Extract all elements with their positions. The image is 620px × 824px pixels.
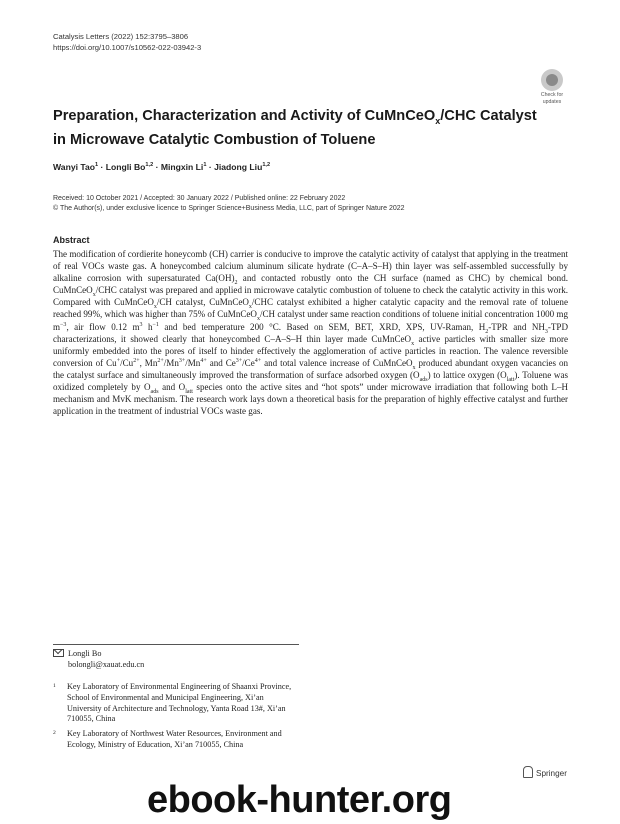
springer-horse-icon — [523, 766, 533, 778]
title-part-2: /CHC Catalyst in Microwave Catalytic Combustion of Toluene — [53, 108, 537, 148]
abstract-text-run: and Ce — [206, 357, 236, 368]
abstract-text-run: 3 — [544, 328, 548, 335]
author-name[interactable]: Jiadong Liu — [214, 162, 263, 172]
abstract-text-run: /Mn — [185, 357, 201, 368]
paper-title — [53, 107, 553, 150]
author-separator: · — [98, 162, 106, 172]
author-list — [53, 162, 270, 172]
affiliation-number: 1 — [53, 683, 56, 689]
abstract-text-run: x — [256, 316, 260, 323]
abstract-text-run: latt — [185, 388, 193, 395]
abstract-text-run: ads — [419, 376, 428, 383]
abstract-text-run: 2 — [234, 279, 238, 286]
publication-history — [53, 194, 405, 214]
abstract-text-run: x — [411, 340, 415, 347]
corresponding-author-name: Longli Bo — [68, 649, 102, 658]
abstract-text-run: active particles with smaller size more uniformly embedded into the pores of itself to hinder effectively the agglomeration of active particles in reaction. The valence reversible conversion of Cu — [53, 333, 569, 368]
abstract-text-run: latt — [506, 376, 515, 383]
doi-link[interactable]: https://doi.org/10.1007/s10562-022-03942-3 — [53, 43, 202, 52]
abstract-text-run: , air flow 0.12 m — [66, 321, 140, 332]
abstract-text-run: x — [92, 292, 96, 299]
abstract-text-run: /CHC catalyst was prepared and applied in microwave catalytic combustion of toluene to check the catalytic activity in this work. Compared with CuMnCeO — [53, 285, 568, 308]
affiliation-text: Key Laboratory of Northwest Water Resources, Environment and Ecology, Ministry of Education, Xi’an 710055, China — [67, 729, 282, 749]
publisher-name: Springer — [536, 769, 567, 778]
abstract-heading: Abstract — [53, 235, 90, 245]
abstract-text-run: /Ce — [242, 357, 255, 368]
abstract-text-run: /Cu — [120, 357, 134, 368]
abstract-text-run: 2+ — [157, 357, 164, 364]
abstract-text-run: The modification of cordierite honeycomb (CH) carrier is conducive to improve the catalytic activity of catalyst that applying in the treatment of real VOCs waste gas. A honeycombed calcium aluminum silicate hydrate (C–A–S–H) thin layer was self-assembled successfully by alkaline corrosion with supersaturated Ca(OH) — [53, 249, 568, 284]
title-part-1: Preparation, Characterization and Activity of CuMnCeO — [53, 108, 436, 124]
abstract-text-run: -TPR and NH — [488, 321, 545, 332]
envelope-icon — [53, 649, 64, 657]
copyright-line: © The Author(s), under exclusive licence to Springer Science+Business Media, LLC, part of Springer Nature 2022 — [53, 205, 405, 212]
author-separator: · — [206, 162, 215, 172]
abstract-text-run: 4+ — [200, 357, 207, 364]
abstract-text-run: h — [142, 321, 153, 332]
author-name[interactable]: Wanyi Tao — [53, 162, 96, 172]
abstract-text-run: /CH catalyst, CuMnCeO — [156, 297, 249, 308]
abstract-text-run: /CHC catalyst exhibited a higher catalytic capacity and the removal rate of toluene reached 99%, which was higher than 75% of CuMnCeO — [53, 297, 568, 320]
title-subscript: x — [435, 115, 441, 126]
author-affiliation: 1,2 — [145, 162, 154, 169]
author-affiliation: 1 — [95, 162, 99, 169]
abstract-text-run: 2 — [485, 328, 489, 335]
publisher-logo — [523, 766, 567, 778]
abstract-text-run: 3+ — [178, 357, 186, 364]
author-affiliation: 1,2 — [262, 162, 271, 169]
abstract-text-run: /CH catalyst under same reaction conditions of toluene initial concentration 1000 mg m — [53, 309, 568, 332]
journal-header — [53, 31, 201, 53]
watermark: ebook-hunter.org — [147, 779, 452, 821]
abstract-text-run: and bed temperature 200 °C. Based on SEM, BET, XRD, XPS, UV-Raman, H — [158, 321, 486, 332]
abstract-text-run: 4+ — [254, 357, 262, 364]
abstract-text-run: x — [248, 304, 252, 311]
footnote-divider — [53, 644, 299, 645]
abstract-text-run: -TPD characterizations, it showed clearly that honeycombed C–A–S–H thin layer made CuMnCeO — [53, 321, 568, 344]
abstract-text-run: and contacted robustly onto the CH surface (named as CHC) by chemical bond. CuMnCeO — [53, 273, 568, 296]
abstract-text-run: −1 — [152, 321, 159, 328]
author-name[interactable]: Longli Bo — [105, 162, 146, 172]
affiliation-number: 2 — [53, 730, 56, 736]
abstract-text-run: species onto the active sites and “hot spots” under microwave irradiation that following both L–H mechanism and MvK mechanism. The research work lays down a theoretical basis for the preparation of highly effective catalyst and further application in the treatment of industrial VOCs waste gas. — [53, 382, 568, 417]
abstract-text-run: ) to lattice oxygen (O — [427, 369, 507, 380]
abstract-text-run: ads — [150, 388, 159, 395]
author-name[interactable]: Mingxin Li — [160, 162, 204, 172]
abstract-text-run: ). Toluene was oxidized completely by O — [53, 369, 568, 393]
abstract-text-run: 3+ — [235, 357, 243, 364]
abstract-text-run: and total valence increase of CuMnCeO — [261, 357, 413, 368]
affiliation-text: Key Laboratory of Environmental Engineering of Shaanxi Province, School of Environmental and Municipal Engineering, Xi’an University of Architecture and Technology, Yanta Road 13#, Xi’an 710055, China — [67, 682, 292, 724]
abstract-text-run: 3 — [139, 321, 143, 328]
crossmark-icon — [541, 69, 563, 91]
abstract-text-run: 2+ — [133, 357, 140, 364]
badge-label-1: Check for — [540, 92, 564, 98]
abstract-text-run: + — [116, 357, 121, 364]
abstract-text-run: x — [412, 364, 416, 371]
badge-label-2: updates — [542, 99, 562, 105]
author-affiliation: 1 — [203, 162, 207, 169]
abstract-text-run: x — [153, 304, 157, 311]
dates-line: Received: 10 October 2021 / Accepted: 30 January 2022 / Published online: 22 February 2022 — [53, 195, 346, 202]
abstract-text-run: −3 — [60, 321, 67, 328]
abstract-text-run: /Mn — [163, 357, 179, 368]
abstract-text-run: , Mn — [139, 357, 158, 368]
abstract-text-run: and O — [158, 382, 186, 393]
author-separator: · — [153, 162, 161, 172]
abstract-text-run: produced abundant oxygen vacancies on the catalyst surface and simultaneously improved the transformation of surface adsorbed oxygen (O — [53, 357, 569, 380]
corresponding-author-email[interactable]: bolongli@xauat.edu.cn — [68, 660, 145, 669]
journal-citation: Catalysis Letters (2022) 152:3795–3806 — [53, 32, 189, 41]
check-for-updates-badge[interactable] — [537, 69, 567, 105]
abstract-body — [53, 248, 568, 417]
